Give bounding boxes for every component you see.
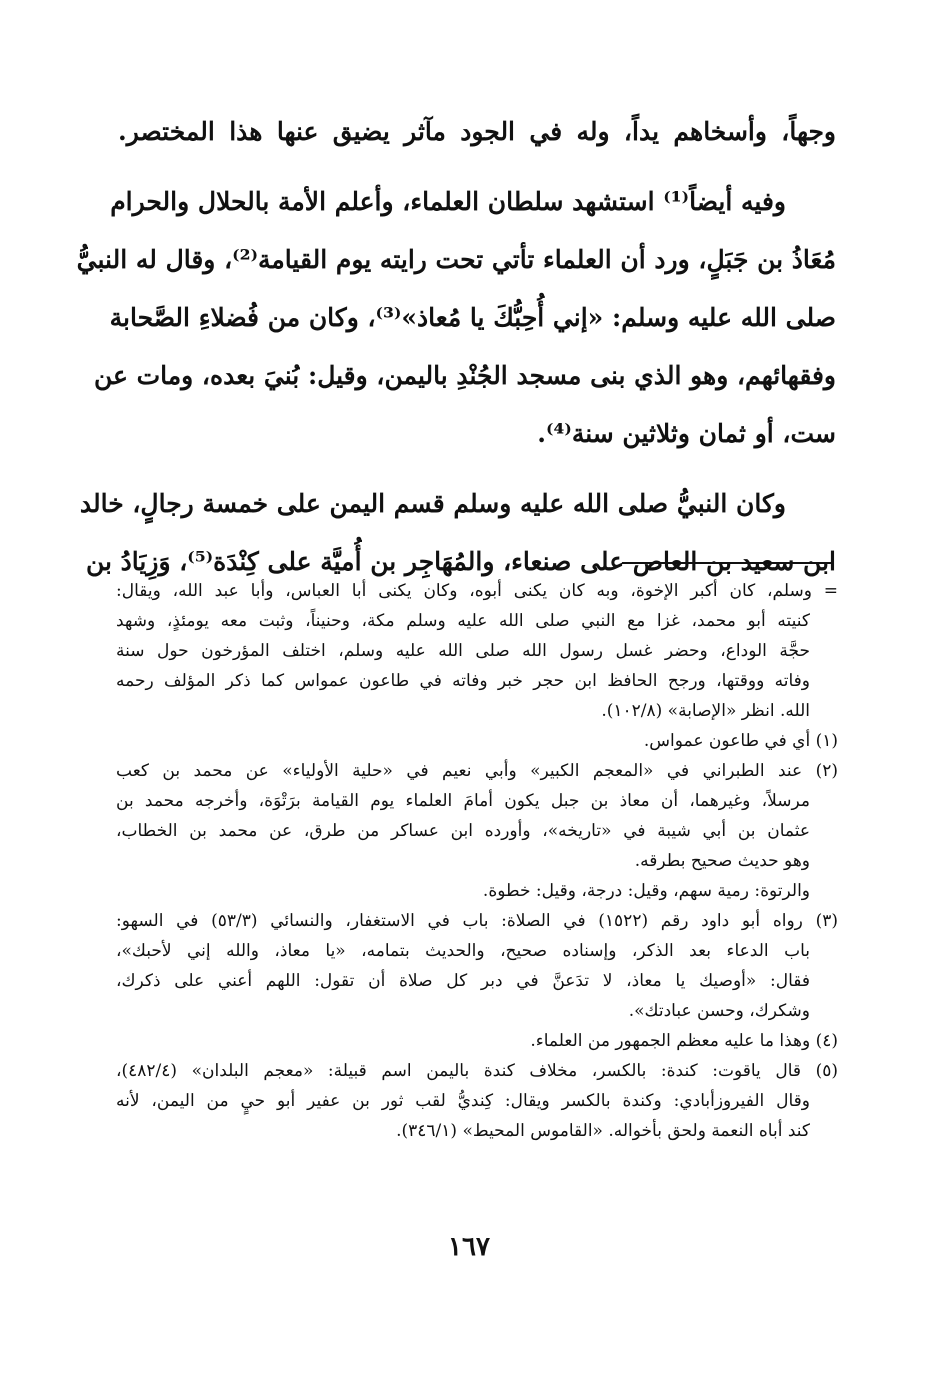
main-line: وفقهائهم، وهو الذي بنى مسجد الجُنْدِ باليمن، وقيل: بُنيَ بعده، ومات عن [93, 361, 836, 390]
page-number: ١٦٧ [448, 1232, 490, 1262]
footnote-line: عثمان بن أبي شيبة في «تاريخه»، وأورده ابن عساكر من طرق، عن محمد بن الخطاب، [116, 821, 810, 841]
footnote-line: = وسلم، كان أكبر الإخوة، وبه كان يكنى أبوه، وكان يكنى أبا العباس، وأبا عبد الله، ويقال: [116, 581, 838, 601]
footnote-line: (٥) قال ياقوت: كندة: بالكسر، مخلاف كندة باليمن اسم قبيلة: «معجم البلدان» (٤٨٢/٤)، [116, 1061, 838, 1081]
footnote-line: الله. انظر «الإصابة» (١٠٢/٨). [601, 701, 810, 721]
main-text-body [76, 110, 836, 598]
footnote-line: والرتوة: رمية سهم، وقيل: درجة، وقيل: خطوة. [482, 881, 810, 901]
footnote-line: وقال الفيروزأبادي: وكندة بالكسر ويقال: كِنديُّ لقب ثور بن عفير أبو حيٍ من اليمن، لأنه [116, 1091, 810, 1111]
footnote-line: (٤) وهذا ما عليه معظم الجمهور من العلماء. [530, 1031, 838, 1051]
footnote-divider [622, 562, 834, 564]
footnote-line: حجَّة الوداع، وحضر غسل رسول الله صلى الله عليه وسلم، اختلف المؤرخون حول سنة [116, 641, 810, 661]
main-line: مُعَاذُ بن جَبَلٍ، ورد أن العلماء تأتي تحت رايته يوم القيامة⁽²⁾، وقال له النبيُّ [76, 245, 836, 274]
footnote-line: وشكرك، وحسن عبادتك». [628, 1001, 810, 1021]
footnote-line: وهو حديث صحيح بطرقه. [634, 851, 810, 871]
main-line: وجهاً، وأسخاهم يداً، وله في الجود مآثر يضيق عنها هذا المختصر. [118, 117, 836, 146]
footnote-line: فقال: «أوصيك يا معاذ، لا تدَعنَّ في دبر كل صلاة أن تقول: اللهم أعني على ذكرك، [116, 971, 810, 991]
footnotes [116, 576, 838, 1146]
footnote-line: كنيته أبو محمد، غزا مع النبي صلى الله عليه وسلم مكة، وحنيناً، وثبت معه يومئذٍ، وشهد [116, 611, 810, 631]
footnote-line: وفاته ووقتها، ورجح الحافظ ابن حجر خبر وفاته في طاعون عمواس كما ذكر المؤلف رحمه [116, 671, 810, 691]
main-line: ابن سعيد بن العاص على صنعاء، والمُهَاجِر بن أُميَّة على كِنْدَة⁽⁵⁾، وَزِيَادُ بن [85, 547, 836, 576]
footnote-line: كند أباه النعمة ولحق بأخواله. «القاموس المحيط» (٣٤٦/١). [396, 1121, 810, 1141]
footnote-line: (٣) رواه أبو داود رقم (١٥٢٢) في الصلاة: باب في الاستغفار، والنسائي (٥٣/٣) في السهو: [116, 911, 839, 931]
footnote-line: (٢) عند الطبراني في «المعجم الكبير» وأبي نعيم في «حلية الأولياء» عن محمد بن كعب [116, 761, 838, 781]
main-line: ست، أو ثمان وثلاثين سنة⁽⁴⁾. [537, 419, 836, 448]
footnote-line: مرسلاً، وغيرهما، أن معاذ بن جبل يكون أمامَ العلماء يوم القيامة برَتْوَة، وأخرجه محمد بن [116, 791, 810, 811]
main-line: صلى الله عليه وسلم: «إني أُحِبُّكَ يا مُعاذ»⁽³⁾، وكان من فُضلاءِ الصَّحابة [109, 303, 836, 332]
main-line: وكان النبيُّ صلى الله عليه وسلم قسم اليمن على خمسة رجالٍ، خالد [79, 489, 786, 518]
footnote-line: (١) أي في طاعون عمواس. [643, 731, 838, 751]
footnote-line: باب الدعاء بعد الذكر، وإسناده صحيح، والحديث بتمامه، «يا معاذ، والله إني لأحبك»، [116, 941, 810, 961]
main-line: وفيه أيضاً⁽¹⁾ استشهد سلطان العلماء، وأعلم الأمة بالحلال والحرام [110, 187, 786, 216]
